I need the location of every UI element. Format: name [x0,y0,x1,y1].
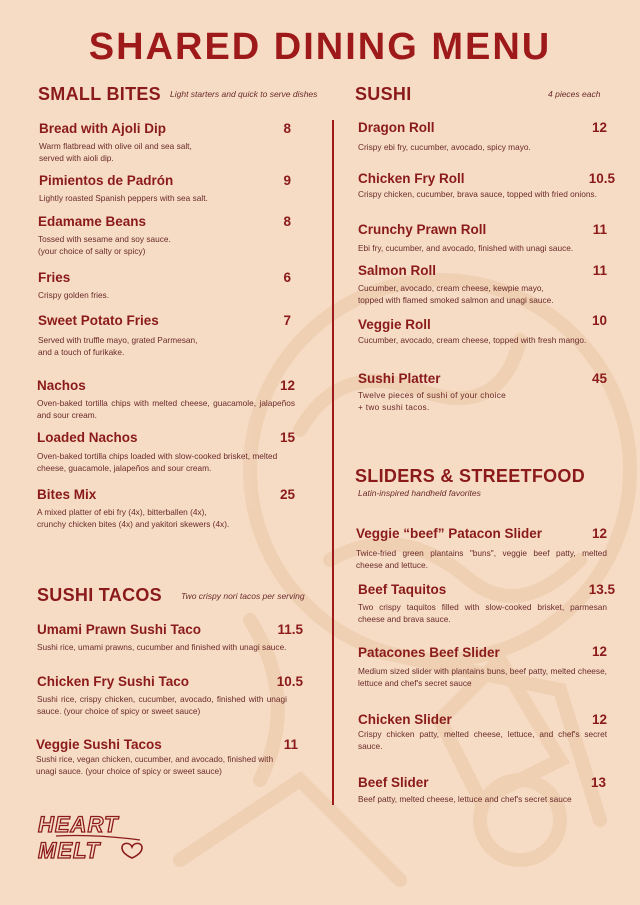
item-price: 12 [591,712,607,727]
item-price: 12 [591,644,607,659]
section-title-sushi-tacos: SUSHI TACOS [37,585,162,605]
section-title-sliders: SLIDERS & STREETFOOD [355,466,586,486]
item-description: Served with truffle mayo, grated Parmesan, and a touch of furikake. [38,335,198,357]
item-description: Crispy chicken, cucumber, brava sauce, topped with fried onions. [358,189,597,199]
item-price: 11.5 [277,622,303,637]
item-name: Salmon Roll [358,263,437,278]
item-description: Lightly roasted Spanish peppers with sea salt. [39,193,208,203]
menu-item-sushi-platter [358,371,607,413]
section-subtitle-sliders: Latin-inspired handheld favorites [358,488,481,498]
item-name: Chicken Fry Roll [358,171,465,186]
menu-item-bites-mix [37,487,295,530]
item-description: Sushi rice, crispy chicken, cucumber, avocado, finished with unagi sauce. (your choice of spicy or sweet sauce) [37,694,287,716]
item-description: Twice-fried green plantains "buns", veggie beef patty, melted cheese and lettuce. [356,548,607,570]
item-name: Chicken Fry Sushi Taco [37,674,190,689]
menu-item-edamame [38,214,291,257]
item-name: Edamame Beans [38,214,147,229]
item-description: Crispy chicken patty, melted cheese, lettuce, and chef's secret sauce. [358,729,607,751]
menu-item-salmon-roll [358,263,607,306]
item-name: Pimientos de Padrón [39,173,174,188]
item-price: 6 [283,270,291,285]
item-name: Sweet Potato Fries [38,313,159,328]
item-price: 10.5 [276,674,303,689]
item-description: Crispy ebi fry, cucumber, avocado, spicy mayo. [358,142,531,152]
menu-item-chicken-fry-roll [358,171,615,200]
item-price: 13.5 [588,582,615,597]
menu-item-crunchy-prawn-roll [358,222,607,254]
item-name: Dragon Roll [358,120,435,135]
item-price: 11 [592,263,607,278]
item-description: Warm flatbread with olive oil and sea salt, served with aioli dip. [39,141,192,163]
item-description: Sushi rice, umami prawns, cucumber and finished with unagi sauce. [37,642,287,652]
item-price: 9 [283,173,291,188]
item-name: Bites Mix [37,487,97,502]
item-description: Beef patty, melted cheese, lettuce and chef's secret sauce [358,794,572,804]
menu-item-sweet-potato-fries [38,313,291,358]
item-description: Oven-baked tortilla chips with melted cheese, guacamole, jalapeños and sour cream. [37,398,295,420]
menu-item-veggie-patacon-slider [356,526,607,571]
menu-item-beef-slider [358,775,606,805]
column-divider [332,120,334,805]
item-name: Patacones Beef Slider [358,645,500,660]
item-price: 8 [283,214,291,229]
page-title: SHARED DINING MENU [88,26,552,68]
item-description: Sushi rice, vegan chicken, cucumber, and avocado, finished with unagi sauce. (your choice of spicy or sweet sauce) [36,754,274,776]
section-subtitle-small-bites: Light starters and quick to serve dishes [170,89,318,99]
item-price: 25 [279,487,295,502]
item-price: 8 [283,121,291,136]
menu-item-chicken-fry-taco [37,674,303,717]
menu-item-patacones-beef-slider [358,645,607,689]
menu-item-veggie-sushi-tacos [36,737,298,777]
item-name: Umami Prawn Sushi Taco [37,622,202,637]
item-description: Cucumber, avocado, cream cheese, kewpie mayo, topped with flamed smoked salmon and unagi sauce. [358,283,554,305]
item-description: Tossed with sesame and soy sauce. (your choice of salty or spicy) [38,234,171,256]
item-name: Veggie Roll [358,317,431,332]
section-title-small-bites: SMALL BITES [38,84,161,104]
item-name: Chicken Slider [358,712,452,727]
menu-item-bread [39,121,291,164]
heart-icon [122,843,142,858]
menu-item-loaded-nachos [37,430,295,474]
menu-item-nachos [37,378,295,421]
item-name: Beef Taquitos [358,582,447,597]
item-name: Sushi Platter [358,371,441,386]
menu-item-chicken-slider [358,712,607,752]
item-price: 12 [591,526,607,541]
section-subtitle-sushi-tacos: Two crispy nori tacos per serving [181,591,305,601]
logo-text-heart: HEART [38,812,119,837]
item-price: 11 [283,737,298,752]
heart-melt-logo [36,810,156,871]
menu-item-veggie-roll [358,313,607,346]
item-price: 45 [591,371,607,386]
item-description: Ebi fry, cucumber, and avocado, finished with unagi sauce. [358,243,574,253]
menu-item-pimientos [39,173,291,204]
item-name: Bread with Ajoli Dip [39,121,167,136]
item-price: 12 [279,378,295,393]
section-title-sushi: SUSHI [355,84,412,104]
item-description: Two crispy taquitos filled with slow-cooked brisket, parmesan cheese and brava sauce. [358,602,607,624]
item-name: Loaded Nachos [37,430,138,445]
item-price: 7 [283,313,291,328]
item-price: 13 [590,775,606,790]
item-price: 10 [591,313,607,328]
item-description: Cucumber, avocado, cream cheese, topped with fresh mango. [358,335,587,345]
item-description: Crispy golden fries. [38,290,110,300]
item-price: 15 [279,430,295,445]
item-name: Beef Slider [358,775,429,790]
item-description: A mixed platter of ebi fry (4x), bitterballen (4x), crunchy chicken bites (4x) and yakitori skewers (4x). [37,507,230,529]
item-description: Twelve pieces of sushi of your choice + two sushi tacos. [358,390,507,412]
item-name: Fries [38,270,71,285]
menu-item-fries [38,270,291,301]
item-name: Crunchy Prawn Roll [358,222,487,237]
item-description: Medium sized slider with plantains buns, beef patty, melted cheese, lettuce and chef's secret sauce [358,666,607,688]
item-name: Nachos [37,378,86,393]
section-subtitle-sushi: 4 pieces each [548,89,601,99]
item-price: 12 [591,120,607,135]
item-price: 10.5 [588,171,615,186]
menu-item-umami-prawn-taco [37,622,303,653]
menu-item-dragon-roll [358,120,607,153]
item-description: Oven-baked tortilla chips loaded with slow-cooked brisket, melted cheese, guacamole, jalapeños and sour cream. [37,451,278,473]
logo-text-melt: MELT [38,838,101,863]
item-name: Veggie Sushi Tacos [36,737,162,752]
item-price: 11 [592,222,607,237]
menu-item-beef-taquitos [358,582,615,625]
item-name: Veggie “beef” Patacon Slider [356,526,543,541]
